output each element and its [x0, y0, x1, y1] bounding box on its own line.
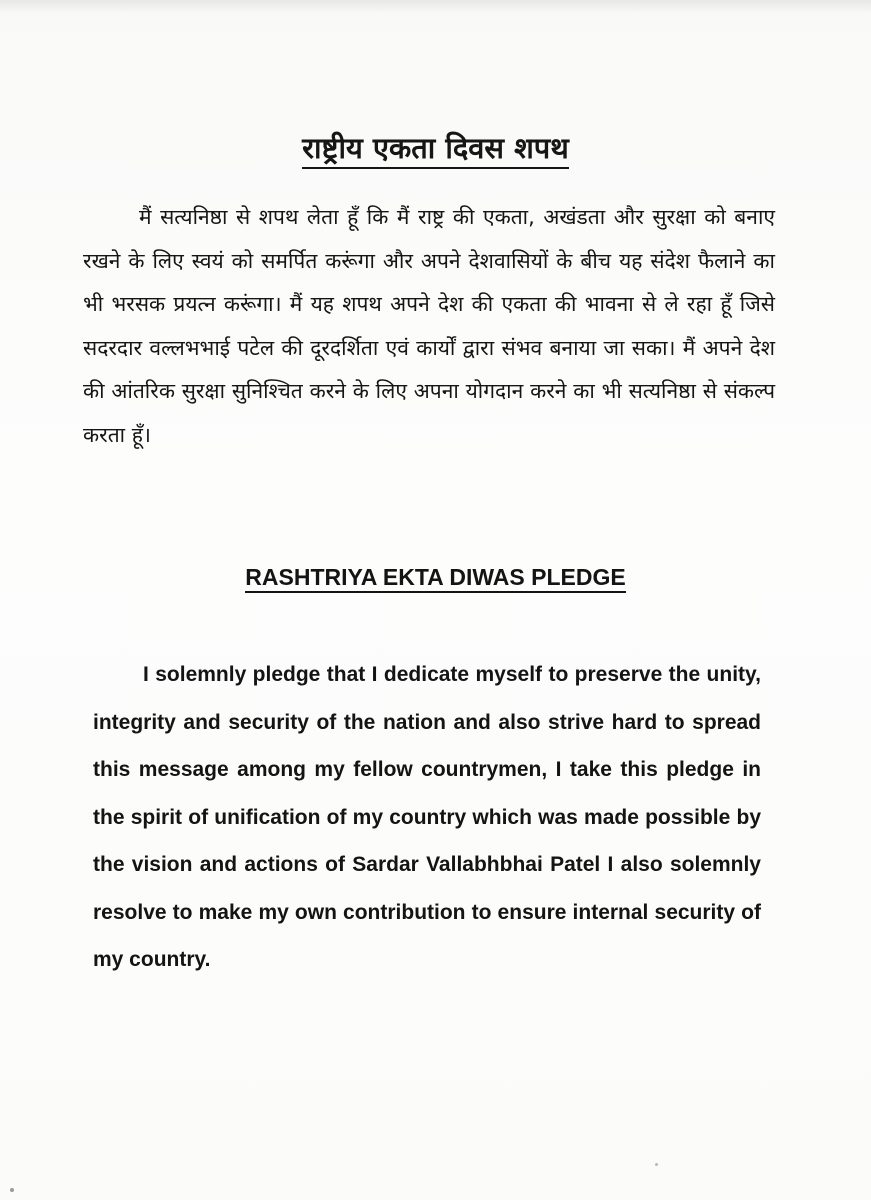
english-pledge-body: I solemnly pledge that I dedicate myself to preserve the unity, integrity and security of the nation and also strive hard to spread this message among my fellow countrymen, I take this pledge in the spirit of unification of my country which was made possible by the vision and actions of Sardar Vallabhbhai Patel I also solemnly resolve to make my own contribution to ensure internal security of my country. — [93, 663, 761, 971]
hindi-pledge-body: मैं सत्यनिष्ठा से शपथ लेता हूँ कि मैं राष्ट्र की एकता, अखंडता और सुरक्षा को बनाए रखने के लिए स्वयं को समर्पित करूंगा और अपने देशवासियों के बीच यह संदेश फैलाने का भी भरसक प्रयत्न करूंगा। मैं यह शपथ अपने देश की एकता की भावना से ले रहा हूँ जिसे सदरदार वल्लभभाई पटेल की दूरदर्शिता एवं कार्यों द्वारा संभव बनाया जा सका। मैं अपने देश की आंतरिक सुरक्षा सुनिश्चित करने के लिए अपना योगदान करने का भी सत्यनिष्ठा से संकल्प करता हूँ। — [83, 205, 775, 447]
scan-edge-shadow — [0, 0, 871, 14]
hindi-pledge-title-text: राष्ट्रीय एकता दिवस शपथ — [302, 131, 569, 169]
scan-speck — [10, 1188, 14, 1192]
english-pledge-title — [0, 560, 871, 594]
english-pledge-title-text: RASHTRIYA EKTA DIWAS PLEDGE — [245, 564, 625, 593]
scan-speck — [655, 1163, 658, 1166]
hindi-pledge-title — [0, 128, 871, 168]
